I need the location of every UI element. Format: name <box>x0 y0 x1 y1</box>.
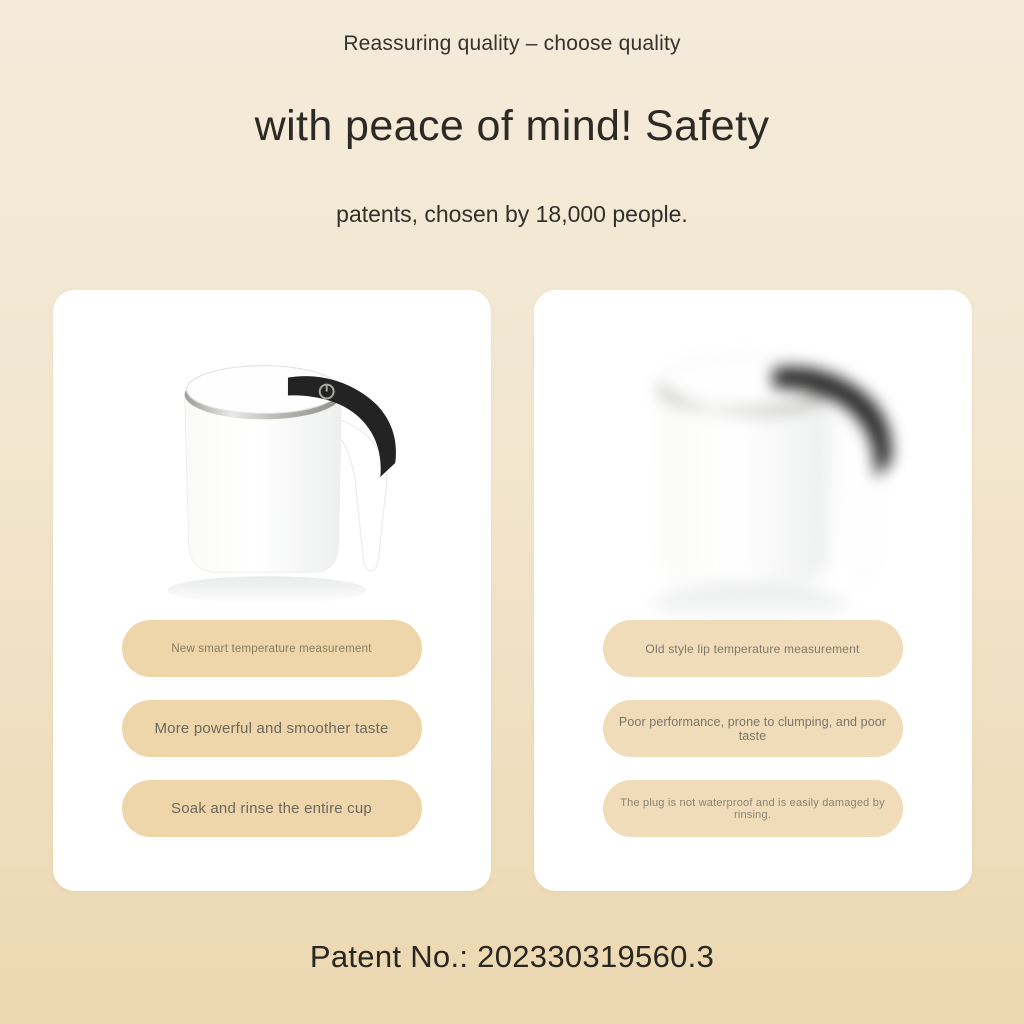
feature-pill-label: Poor performance, prone to clumping, and poor taste <box>618 714 887 743</box>
mug-reflection <box>651 585 848 620</box>
subtitle: patents, chosen by 18,000 people. <box>336 201 688 227</box>
mug-graphic <box>616 310 915 620</box>
tagline: Reassuring quality – choose quality <box>343 32 681 55</box>
feature-pill-label: More powerful and smoother taste <box>154 720 389 737</box>
old-mug-photo-blurred <box>534 290 972 620</box>
feature-pill <box>603 780 903 837</box>
header <box>0 0 1024 228</box>
smart-mug-photo <box>53 290 491 620</box>
page-title: with peace of mind! Safety <box>254 102 770 150</box>
old-product-card <box>534 290 972 891</box>
feature-pill <box>122 700 422 757</box>
feature-pill-label: The plug is not waterproof and is easily damaged by rinsing. <box>620 796 885 821</box>
feature-pill <box>603 700 903 757</box>
footer <box>0 939 1024 975</box>
patent-number: Patent No.: 202330319560.3 <box>309 939 715 974</box>
feature-pill-label: New smart temperature measurement <box>171 642 372 655</box>
feature-pill <box>122 780 422 837</box>
feature-pill <box>603 620 903 677</box>
mug-graphic <box>146 324 418 612</box>
feature-pill <box>122 620 422 677</box>
comparison-cards <box>0 290 1024 891</box>
mug-body <box>659 386 832 583</box>
feature-pill-label: Old style lip temperature measurement <box>645 641 860 656</box>
new-product-card <box>53 290 491 891</box>
mug-body <box>184 394 341 573</box>
feature-pill-label: Soak and rinse the entire cup <box>171 800 372 817</box>
mug-reflection <box>167 576 366 604</box>
